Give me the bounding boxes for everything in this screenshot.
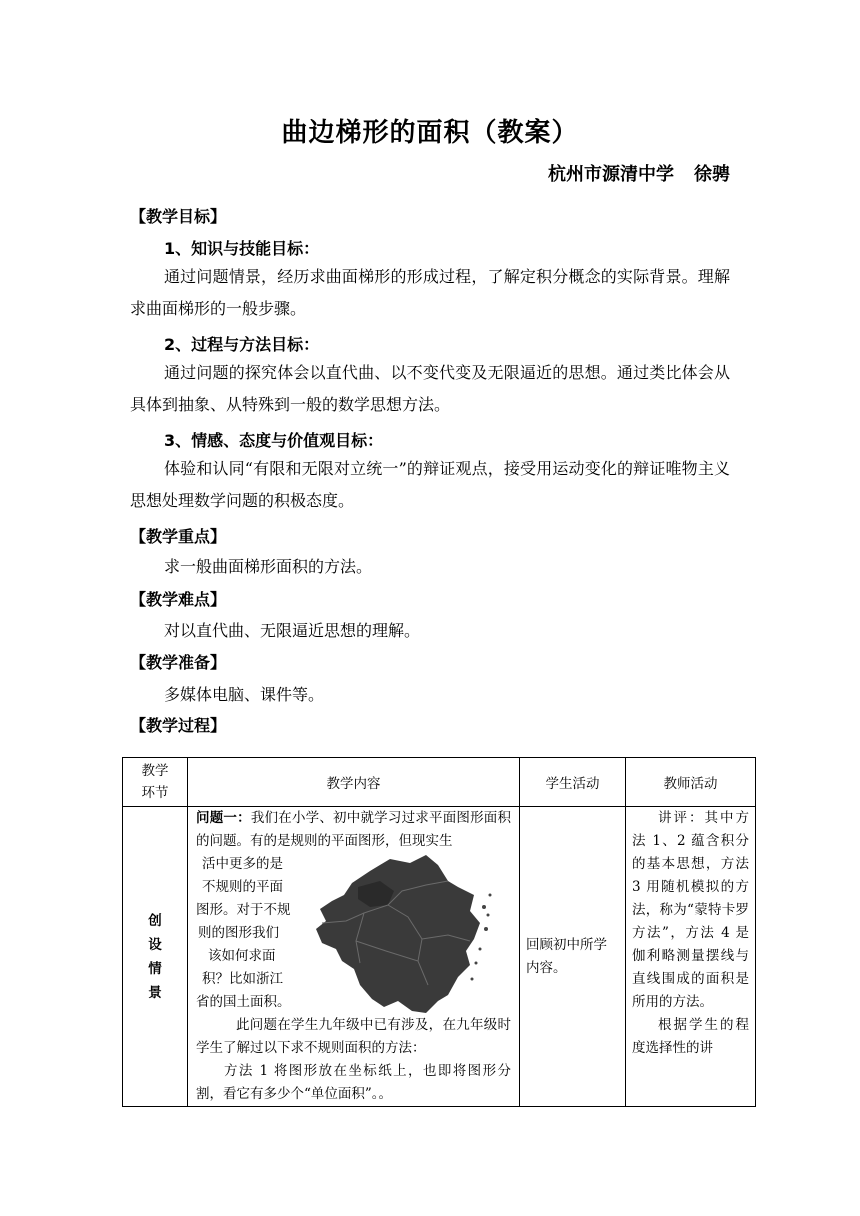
objective-3-heading: 3、情感、态度与价值观目标： [164, 431, 384, 450]
author-name: 徐骋 [694, 164, 730, 185]
header-content: 教学内容 [188, 758, 520, 807]
header-stage [123, 758, 188, 807]
wrapped-line: 省的国土面积。 [196, 994, 291, 1010]
header-student: 学生活动 [520, 758, 626, 807]
content-paragraph-2: 此问题在学生九年级中已有涉及，在九年级时学生了解过以下求不规则面积的方法： [196, 1017, 511, 1056]
method-1-text: 方法 1 将图形放在坐标纸上，也即将图形分割，看它有多少个“单位面积”。。 [196, 1063, 511, 1102]
wrapped-line: 活中更多的是 [202, 856, 283, 872]
table-row [123, 807, 756, 1107]
header-stage-line2: 环节 [141, 785, 169, 801]
objective-1-heading: 1、知识与技能目标： [164, 239, 320, 258]
wrapped-line: 则的图形我们 [198, 925, 279, 941]
objective-2-heading: 2、过程与方法目标： [164, 335, 320, 354]
stage-char: 情 [148, 960, 162, 977]
wrapped-line: 图形。对于不规 [196, 902, 291, 918]
key-points-heading: 【教学重点】 [130, 527, 227, 546]
table-header-row [123, 758, 756, 807]
teacher-comment: 讲评：其中方法 1、2 蕴含积分的基本思想，方法 3 用随机模拟的方法，称为“蒙特卡罗方法”，方法 4 是伽利略测量摆线与直线围成的面积是所用的方法。 [632, 810, 749, 1010]
content-cell [188, 807, 520, 1107]
page-title: 曲边梯形的面积（教案） [281, 118, 579, 148]
stage-char: 景 [148, 984, 162, 1001]
header-stage-line1: 教学 [141, 763, 169, 779]
teacher-activity-cell [626, 807, 756, 1107]
stage-char: 设 [148, 936, 162, 953]
key-points-text: 求一般曲面梯形面积的方法。 [164, 557, 373, 576]
teaching-process-table [122, 757, 756, 1107]
student-activity-cell: 回顾初中所学内容。 [520, 807, 626, 1107]
objective-3-text: 体验和认同“有限和无限对立统一”的辩证观点，接受用运动变化的辩证唯物主义思想处理数学问题的积极态度。 [130, 459, 730, 510]
author-line [548, 160, 730, 186]
stage-char: 创 [148, 912, 162, 929]
header-teacher: 教师活动 [626, 758, 756, 807]
difficulties-text: 对以直代曲、无限逼近思想的理解。 [164, 621, 421, 640]
objective-1-text: 通过问题情景，经历求曲面梯形的形成过程，了解定积分概念的实际背景。理解求曲面梯形的一般步骤。 [130, 267, 730, 318]
preparation-text: 多媒体电脑、课件等。 [164, 685, 325, 704]
objectives-heading: 【教学目标】 [130, 207, 227, 226]
wrapped-line: 积？比如浙江 [202, 971, 283, 987]
question-label: 问题一： [196, 810, 251, 826]
preparation-heading: 【教学准备】 [130, 653, 227, 672]
teacher-note: 根据学生的程度选择性的讲 [632, 1017, 749, 1056]
difficulties-heading: 【教学难点】 [130, 590, 227, 609]
zhejiang-map-image [298, 851, 498, 1021]
objective-2-text: 通过问题的探究体会以直代曲、以不变代变及无限逼近的思想。通过类比体会从具体到抽象、从特殊到一般的数学思想方法。 [130, 363, 730, 414]
question-text: 我们在小学、初中就学习过求平面图形面积的问题。有的是规则的平面图形，但现实生 [196, 810, 512, 849]
wrapped-line: 不规则的平面 [202, 879, 283, 895]
author-school: 杭州市源清中学 [548, 164, 674, 185]
stage-cell [123, 807, 188, 1107]
process-heading: 【教学过程】 [130, 716, 227, 735]
wrapped-line: 该如何求面 [208, 948, 276, 964]
